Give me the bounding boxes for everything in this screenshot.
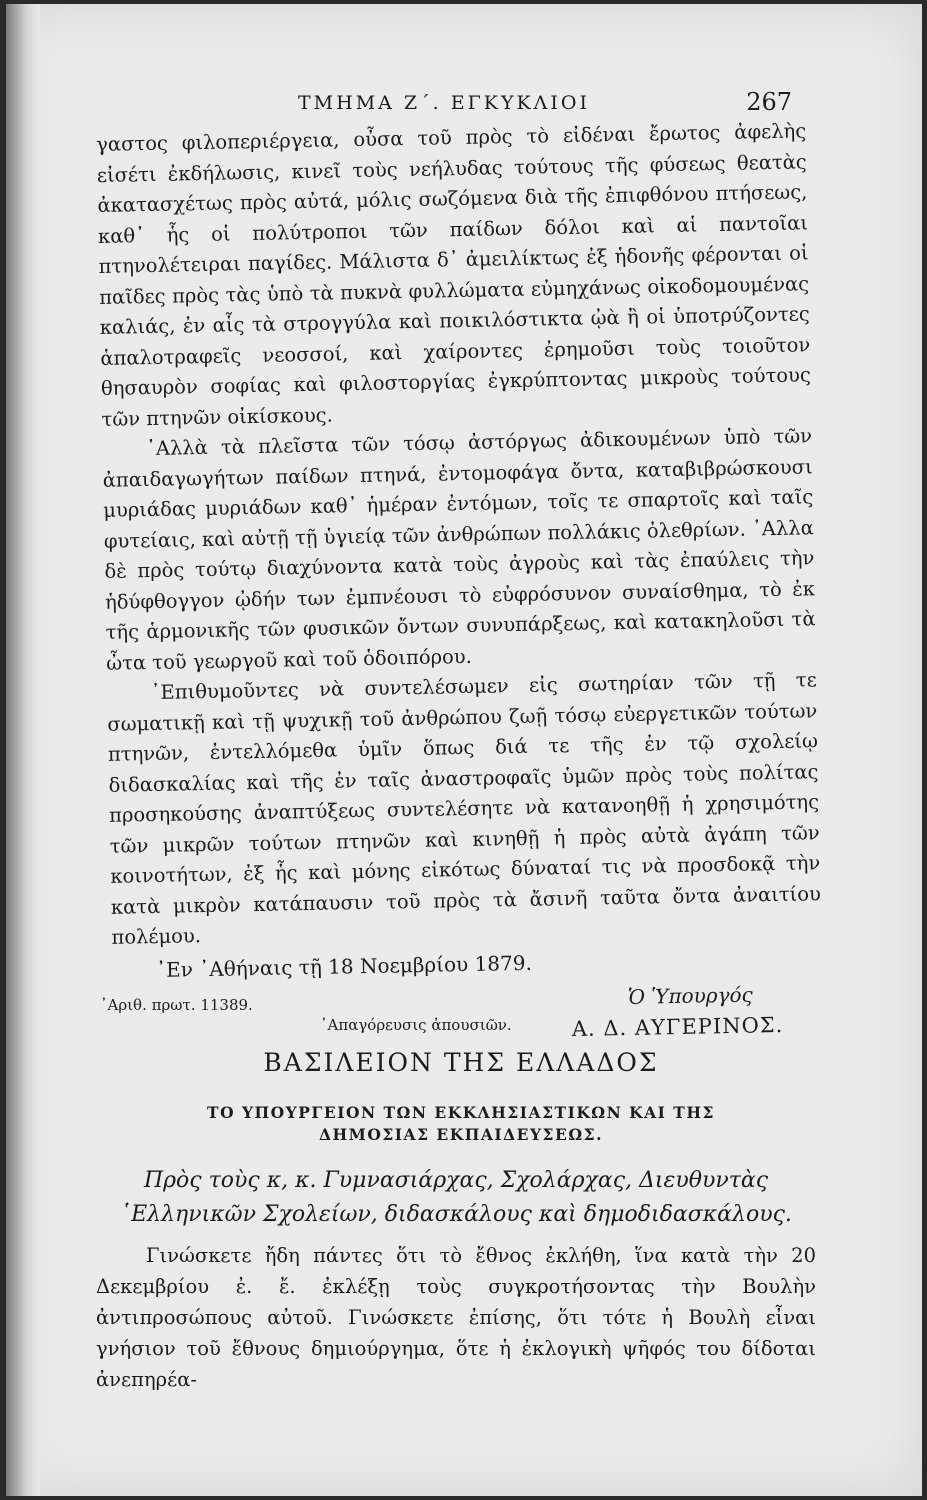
reference-line: [100, 996, 792, 1036]
signature-name: Α. Δ. ΑΥΓΕΡΙΝΟΣ.: [571, 1012, 784, 1041]
paragraph: ᾽Επιθυμοῦντες νὰ συντελέσωμεν εἰς σωτηρίαν τῶν τῇ τε σωματικῇ καὶ τῇ ψυχικῇ τοῦ ἀνθρώπου ζωῇ τόσῳ εὐεργετικῶν τούτων πτηνῶν, ἐντελλόμεθα ὑμῖν ὅπως διά τε τῆς ἐν τῷ σχολείῳ διδασκαλίας καὶ τῆς ἐν ταῖς ἀναστροφαῖς ὑμῶν πρὸς τοὺς πολίτας προσηκούσης ἀναπτύξεως συντελέσητε νὰ κατανοηθῇ ἡ χρησιμότης τῶν μικρῶν τούτων πτηνῶν καὶ κινηθῇ ἡ πρὸς αὐτὰ ἀγάπη τῶν κοινοτήτων, ἐξ ἧς καὶ μόνης εἰκότως δύναταί τις νὰ προσδοκᾷ τὴν κατὰ μικρὸν κατάπαυσιν τοῦ πρὸς τὰ ἄσινῆ ταῦτα ὄντα ἀναιτίου πολέμου.: [107, 668, 822, 949]
page-number: 267: [746, 88, 792, 116]
letter-body: [96, 1240, 816, 1395]
protocol-number: ᾽Αριθ. πρωτ. 11389.: [100, 996, 253, 1014]
address-line: Πρὸς τοὺς κ, κ. Γυμνασιάρχας, Σχολάρχας, Διευθυντὰς ῾Ελληνικῶν Σχολείων, διδασκάλους καὶ δημοδιδασκάλους.: [120, 1168, 792, 1227]
running-head: ΤΜΗΜΑ Ζ΄. ΕΓΚΥΚΛΙΟΙ: [298, 92, 590, 114]
date-line: ᾽Εν ᾽Αθήναις τῇ 18 Νοεμβρίου 1879.: [155, 950, 533, 982]
ministry-heading: [96, 1102, 826, 1146]
ministry-line: ΔΗΜΟΣΙΑΣ ΕΚΠΑΙΔΕΥΣΕΩΣ.: [319, 1125, 603, 1144]
body-text: [96, 116, 824, 1052]
paragraph: γαστος φιλοπεριέργεια, οὖσα τοῦ πρὸς τὸ εἰδέναι ἔρωτος ἀφελὴς εἰσέτι ἐκδήλωσις, κινεῖ τοὺς νεήλυδας τούτους τῆς φύσεως θεατὰς ἀκατασχέτως πρὸς αὐτά, μόλις σωζόμενα διὰ τῆς ἐπιφθόνου πτήσεως, καθ᾽ ἧς οἱ πολύτροποι τῶν παίδων δόλοι καὶ αἱ παντοῖαι πτηνολέτειραι παγίδες. Μάλιστα δ᾽ ἀμειλίκτως ἐξ ἡδονῆς φέρονται οἱ παῖδες πρὸς τὰς ὑπὸ τὰ πυκνὰ φυλλώματα εὐμηχάνως οἰκοδομουμένας καλιάς, ἐν αἷς τὰ στρογγύλα καὶ ποικιλόστικτα ᾠὰ ἢ οἱ ὑποτρύζοντες ἁπαλοτραφεῖς νεοσσοί, καὶ χαίροντες ἐρημοῦσι τοὺς τοιοῦτον θησαυρὸν σοφίας καὶ φιλοστοργίας ἐγκρύπτοντας μικροὺς τούτους τῶν πτηνῶν οἰκίσκους.: [96, 119, 812, 431]
kingdom-heading: ΒΑΣΙΛΕΙΟΝ ΤΗΣ ΕΛΛΑΔΟΣ: [263, 1048, 659, 1077]
paragraph: ᾽Αλλὰ τὰ πλεῖστα τῶν τόσῳ ἀστόργως ἀδικουμένων ὑπὸ τῶν ἀπαιδαγωγήτων παίδων πτηνά, ἐντομοφάγα ὄντα, καταβιβρώσκουσι μυριάδας μυριάδων καθ᾽ ἡμέραν ἐντόμων, τοῖς τε σπαρτοῖς καὶ ταῖς φυτείαις, καὶ αὐτῇ τῇ ὑγιείᾳ τῶν ἀνθρώπων πολλάκις ὀλεθρίων. ᾽Αλλα δὲ πρὸς τούτῳ διαχύνοντα κατὰ τοὺς ἀγροὺς καὶ τὰς ἐπαύλεις τὴν ἡδύφθογγον ᾠδήν των ἐμπνέουσι τὸ εὐφρόσυνον συναίσθημα, τὸ ἐκ τῆς ἁρμονικῆς τῶν φυσικῶν ὄντων συνυπάρξεως, καὶ κατακηλοῦσι τὰ ὦτα τοῦ γεωργοῦ καὶ τοῦ ὁδοιπόρου.: [102, 424, 816, 675]
signature-title: Ὁ Ὑπουργός: [627, 982, 753, 1009]
ministry-line: ΤΟ ΥΠΟΥΡΓΕΙΟΝ ΤΩΝ ΕΚΚΛΗΣΙΑΣΤΙΚΩΝ ΚΑΙ ΤΗΣ: [207, 1103, 715, 1122]
page-header: [96, 88, 792, 120]
circular-subject: ᾽Απαγόρευσις ἀπουσιῶν.: [320, 1016, 512, 1034]
book-page: [6, 4, 922, 1496]
paragraph: Γινώσκετε ἤδη πάντες ὅτι τὸ ἔθνος ἐκλήθη, ἵνα κατὰ τὴν 20 Δεκεμβρίου ἐ. ἔ. ἐκλέξῃ τοὺς συγκροτήσοντας τὴν Βουλὴν ἀντιπροσώπους αὐτοῦ. Γινώσκετε ἐπίσης, ὅτι τότε ἡ Βουλὴ εἶναι γνήσιον τοῦ ἔθνους δημιούργημα, ὅτε ἡ ἐκλογικὴ ψῆφός του δίδοται ἀνεπηρέα-: [96, 1244, 816, 1391]
book-spine-shadow: [6, 4, 40, 1496]
